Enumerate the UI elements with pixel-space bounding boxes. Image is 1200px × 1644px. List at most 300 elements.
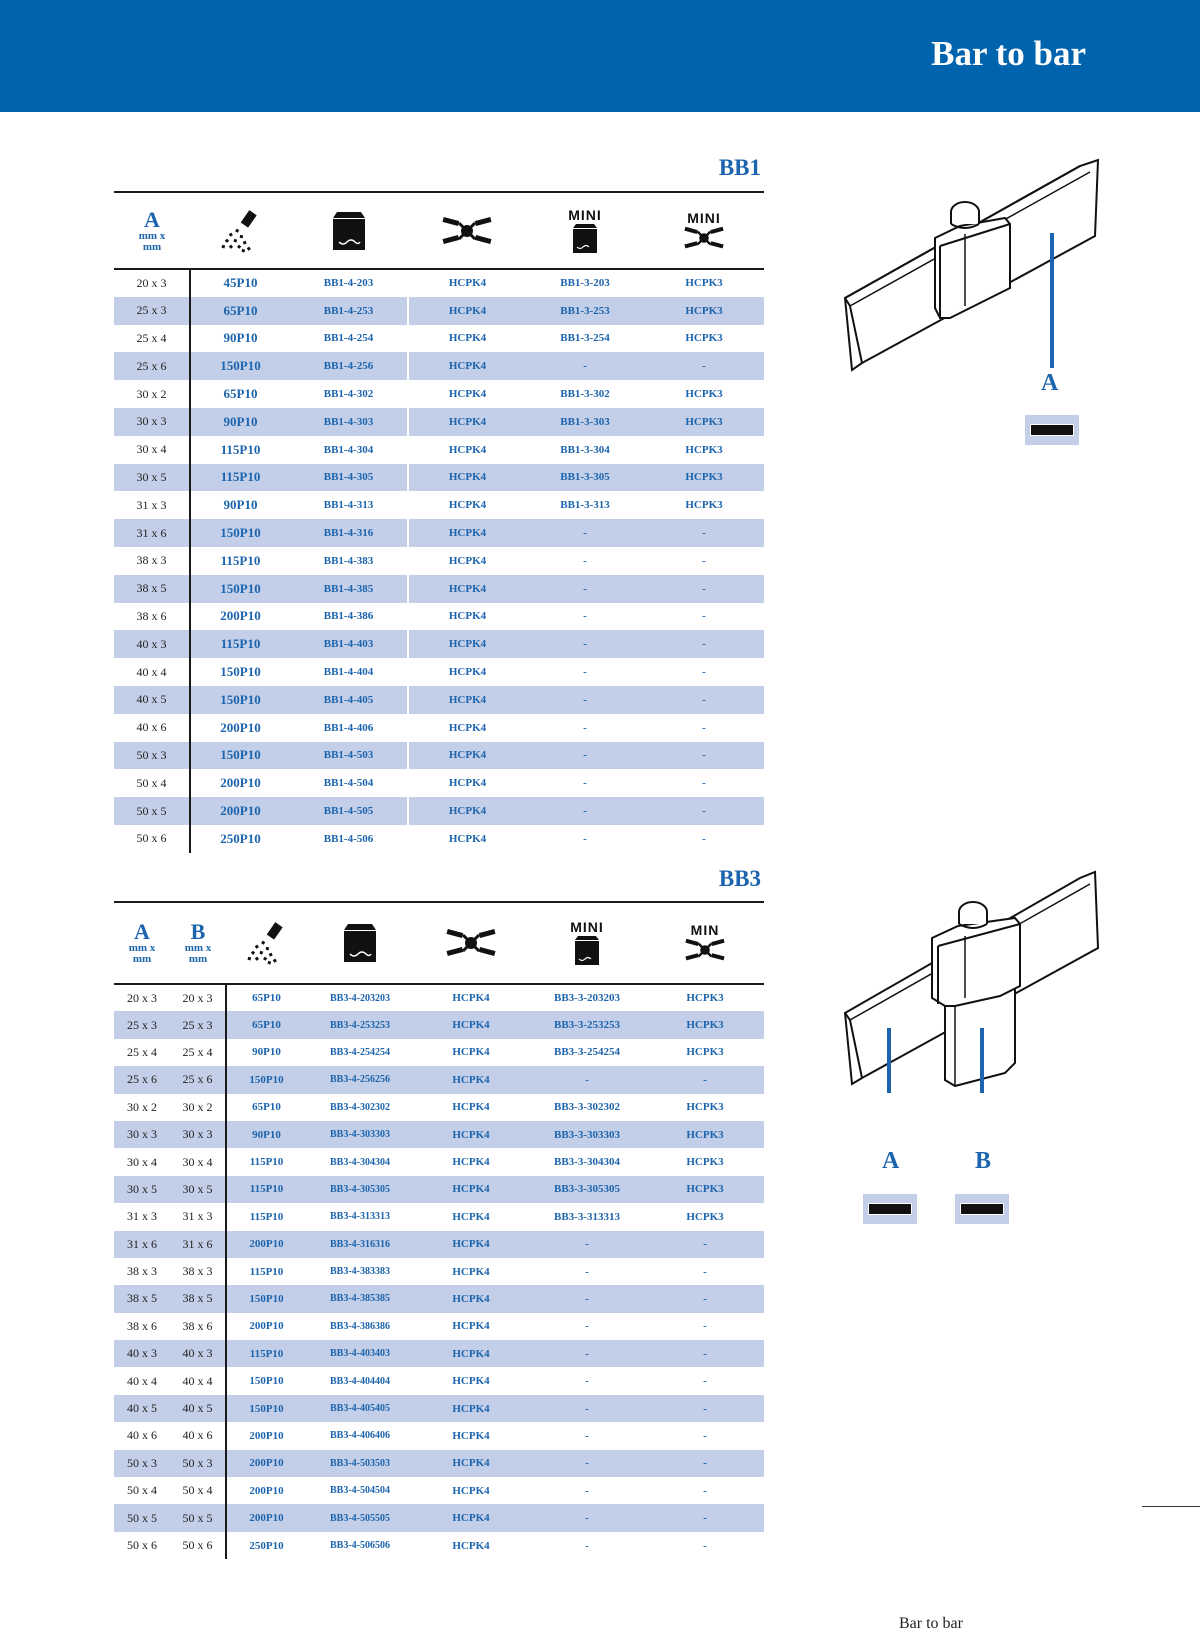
table-cell: BB3-4-304304 (330, 1156, 390, 1168)
table-cell: - (702, 832, 706, 845)
table-cell: BB1-4-404 (290, 658, 408, 686)
col-mini-mould-header (526, 192, 644, 269)
table-cell: HCPK4 (414, 1121, 528, 1148)
bb3-cross-section-b (955, 1194, 1009, 1224)
table-cell: 31 x 3 (170, 1203, 226, 1230)
powder-pour-icon (218, 209, 262, 253)
table-cell: - (526, 575, 644, 603)
table-cell: BB1-4-302 (290, 380, 408, 408)
table-cell: 115P10 (249, 1156, 284, 1169)
table-cell: - (644, 352, 764, 380)
table-cell: - (646, 1066, 764, 1093)
table-cell: - (528, 1340, 646, 1367)
table-cell: 25 x 3 (114, 1011, 170, 1038)
table-cell: 31 x 3 (114, 491, 190, 519)
table-cell: - (585, 1320, 589, 1333)
table-cell: HCPK4 (414, 1066, 528, 1093)
table-row (114, 1285, 764, 1312)
table-cell: 30 x 3 (114, 408, 190, 436)
table-cell: 25 x 4 (114, 325, 190, 353)
table-row (114, 658, 764, 686)
table-cell: 30 x 3 (114, 1121, 170, 1148)
table-cell: 65P10 (252, 992, 281, 1005)
col-b-letter: B (190, 919, 206, 944)
table-cell: HCPK4 (452, 1484, 490, 1497)
table-cell: 150P10 (220, 664, 261, 680)
table-cell: 115P10 (249, 1265, 284, 1278)
table-cell: 65P10 (226, 1011, 306, 1038)
table-cell: - (646, 1340, 764, 1367)
table-cell: 25 x 6 (114, 352, 190, 380)
table-cell: 50 x 6 (114, 825, 190, 853)
powder-pour-icon (244, 921, 288, 965)
table-cell: - (646, 1231, 764, 1258)
table-cell: HCPK4 (408, 630, 526, 658)
table-row (114, 491, 764, 519)
table-row (114, 352, 764, 380)
table-cell: - (585, 1539, 589, 1552)
table-cell: BB1-4-505 (290, 797, 408, 825)
table-row (114, 1121, 764, 1148)
table-cell: 40 x 4 (170, 1367, 226, 1394)
table-cell: 200P10 (220, 719, 261, 735)
table-cell: HCPK4 (414, 1011, 528, 1038)
bb3-table (114, 901, 764, 1559)
table-cell: 20 x 3 (114, 269, 190, 297)
table-cell: - (528, 1504, 646, 1531)
mini-handle-clamp-icon (684, 225, 724, 251)
table-cell: 115P10 (226, 1340, 306, 1367)
table-cell: HCPK4 (452, 1375, 490, 1388)
table-cell: - (644, 630, 764, 658)
col-a-header (114, 902, 170, 984)
table-cell: 200P10 (190, 797, 290, 825)
table-row (114, 686, 764, 714)
table-cell: - (528, 1395, 646, 1422)
table-cell: - (585, 1484, 589, 1497)
table-cell: - (583, 666, 587, 679)
table-cell: - (702, 777, 706, 790)
table-cell: 38 x 5 (170, 1285, 226, 1312)
table-row (114, 825, 764, 853)
table-cell: 25 x 6 (170, 1066, 226, 1093)
mini-mould-icon (573, 934, 601, 966)
col-a-letter: A (144, 206, 160, 232)
table-row (114, 1422, 764, 1449)
table-cell: 25 x 3 (170, 1011, 226, 1038)
table-cell: HCPK3 (644, 464, 764, 492)
table-cell: 40 x 6 (127, 1428, 157, 1443)
table-cell: BB3-3-304304 (554, 1156, 620, 1169)
table-cell: 65P10 (190, 297, 290, 325)
col-b-header (170, 902, 226, 984)
table-cell: BB3-4-403403 (306, 1340, 414, 1367)
table-cell: BB3-4-383383 (330, 1266, 390, 1278)
col-mini-handle-header (644, 192, 764, 269)
table-row (114, 269, 764, 297)
table-cell: 40 x 4 (127, 1373, 157, 1388)
table-row (114, 297, 764, 325)
table-cell: 200P10 (220, 608, 261, 624)
table-cell: 90P10 (223, 497, 258, 513)
table-cell: - (583, 610, 587, 623)
table-cell: 50 x 5 (170, 1504, 226, 1531)
mould-icon (331, 210, 367, 252)
table-row (114, 1367, 764, 1394)
table-cell: - (703, 1375, 707, 1388)
table-cell: HCPK4 (452, 1156, 490, 1169)
table-cell: - (585, 1265, 589, 1278)
table-cell: BB1-4-504 (290, 769, 408, 797)
page-title: Bar to bar (931, 34, 1086, 73)
table-cell: BB1-3-313 (560, 499, 610, 512)
table-cell: HCPK4 (452, 1265, 490, 1278)
table-row (114, 1477, 764, 1504)
col-mould-header (306, 902, 414, 984)
header-banner (0, 0, 1200, 112)
table-cell: BB3-3-203203 (554, 992, 620, 1005)
table-cell: 50 x 3 (114, 742, 190, 770)
table-cell: HCPK4 (408, 297, 526, 325)
table-cell: 38 x 5 (114, 1285, 170, 1312)
table-cell: BB1-4-403 (290, 630, 408, 658)
table-cell: - (646, 1450, 764, 1477)
table-cell: - (702, 610, 706, 623)
table-cell: BB1-3-303 (526, 408, 644, 436)
table-cell: BB1-4-386 (290, 603, 408, 631)
table-cell: BB3-4-386386 (330, 1320, 390, 1332)
table-cell: 150P10 (226, 1066, 306, 1093)
table-cell: 65P10 (252, 1101, 281, 1114)
table-cell: 150P10 (190, 742, 290, 770)
bb1-title: BB1 (718, 155, 761, 180)
table-cell: 25 x 3 (114, 297, 190, 325)
table-cell: BB1-4-405 (290, 686, 408, 714)
table-cell: - (703, 1265, 707, 1278)
table-cell: BB3-4-303303 (306, 1121, 414, 1148)
table-cell: 31 x 3 (127, 1209, 157, 1224)
table-cell: 65P10 (223, 386, 258, 402)
table-cell: BB3-4-302302 (330, 1101, 390, 1113)
table-cell: BB1-4-316 (290, 519, 408, 547)
table-cell: HCPK4 (448, 610, 487, 623)
col-mini-handle-header (646, 902, 764, 984)
table-row (114, 575, 764, 603)
table-cell: HCPK3 (685, 277, 723, 290)
table-cell: HCPK4 (448, 443, 487, 456)
table-cell: HCPK3 (685, 388, 723, 401)
table-row (114, 436, 764, 464)
table-row (114, 1176, 764, 1203)
table-cell: HCPK4 (414, 1504, 528, 1531)
table-cell: 150P10 (190, 575, 290, 603)
table-cell: HCPK4 (448, 554, 487, 567)
table-cell: 90P10 (252, 1046, 281, 1059)
table-cell: BB3-3-302302 (554, 1101, 620, 1114)
table-cell: BB1-4-506 (290, 825, 408, 853)
table-cell: HCPK4 (452, 1101, 490, 1114)
table-cell: 31 x 6 (170, 1231, 226, 1258)
table-cell: 20 x 3 (170, 984, 226, 1011)
table-cell: HCPK3 (686, 1101, 724, 1114)
table-cell: BB1-3-305 (526, 464, 644, 492)
table-cell: 150P10 (190, 519, 290, 547)
table-cell: 115P10 (190, 464, 290, 492)
table-cell: BB3-3-253253 (528, 1011, 646, 1038)
table-row (114, 1258, 764, 1285)
table-cell: BB3-4-404404 (330, 1375, 390, 1387)
table-cell: BB3-4-316316 (306, 1231, 414, 1258)
table-cell: - (703, 1320, 707, 1333)
bb3-cross-section-a (863, 1194, 917, 1224)
table-cell: - (526, 630, 644, 658)
table-cell: BB3-4-313313 (330, 1211, 390, 1223)
table-cell: - (526, 352, 644, 380)
mini-mould-icon (571, 222, 599, 254)
table-cell: HCPK4 (452, 1046, 490, 1059)
table-cell: BB3-4-253253 (306, 1011, 414, 1038)
table-cell: HCPK4 (448, 332, 487, 345)
table-cell: BB1-3-203 (560, 277, 610, 290)
table-cell: 38 x 6 (170, 1313, 226, 1340)
col-mould-header (290, 192, 408, 269)
table-cell: 90P10 (226, 1121, 306, 1148)
table-cell: HCPK3 (646, 1121, 764, 1148)
table-cell: 38 x 3 (170, 1258, 226, 1285)
table-cell: 40 x 6 (170, 1422, 226, 1449)
table-cell: 38 x 6 (114, 603, 190, 631)
table-cell: 30 x 2 (170, 1094, 226, 1121)
table-cell: 25 x 4 (170, 1039, 226, 1066)
table-row (114, 1504, 764, 1531)
table-cell: 50 x 6 (170, 1532, 226, 1559)
col-handle-header (408, 192, 526, 269)
mould-icon (342, 922, 378, 964)
table-cell: HCPK3 (646, 1011, 764, 1038)
table-cell: 50 x 4 (127, 1483, 157, 1498)
table-cell: BB1-4-254 (290, 325, 408, 353)
table-cell: HCPK3 (686, 992, 724, 1005)
table-cell: 150P10 (249, 1375, 284, 1388)
table-cell: - (644, 575, 764, 603)
table-cell: 50 x 3 (170, 1450, 226, 1477)
table-cell: HCPK4 (448, 721, 487, 734)
mini-label: MINI (570, 919, 604, 935)
table-cell: BB3-3-303303 (528, 1121, 646, 1148)
bb1-label-a: A (1041, 370, 1059, 396)
table-cell: 150P10 (226, 1395, 306, 1422)
col-mini-mould-header (528, 902, 646, 984)
bb3-connection-illustration (840, 868, 1100, 1098)
table-cell: 200P10 (249, 1429, 284, 1442)
table-cell: HCPK4 (408, 742, 526, 770)
table-cell: BB1-4-256 (290, 352, 408, 380)
table-cell: BB3-4-503503 (306, 1450, 414, 1477)
col-b-unit: mm x mm (184, 942, 212, 965)
table-cell: 40 x 6 (114, 714, 190, 742)
table-cell: BB1-4-304 (290, 436, 408, 464)
table-cell: 30 x 5 (170, 1176, 226, 1203)
table-cell: 30 x 2 (127, 1099, 157, 1114)
table-cell: HCPK4 (414, 1285, 528, 1312)
table-cell: 40 x 3 (114, 1340, 170, 1367)
table-cell: 50 x 4 (170, 1477, 226, 1504)
bb1-table (114, 191, 764, 853)
table-cell: - (528, 1066, 646, 1093)
table-cell: 30 x 4 (114, 436, 190, 464)
table-cell: BB3-4-385385 (306, 1285, 414, 1312)
table-row (114, 1340, 764, 1367)
mini-label: MINI (687, 209, 721, 226)
table-row (114, 408, 764, 436)
table-row (114, 1066, 764, 1093)
table-cell: 30 x 3 (170, 1121, 226, 1148)
mini-handle-clamp-icon (685, 937, 725, 963)
table-cell: HCPK3 (685, 332, 723, 345)
table-cell: HCPK4 (452, 1210, 490, 1223)
table-cell: BB1-3-254 (560, 332, 610, 345)
col-cartridge-header (226, 902, 306, 984)
table-cell: BB1-3-253 (526, 297, 644, 325)
table-cell: - (646, 1504, 764, 1531)
table-cell: 115P10 (220, 552, 261, 568)
table-cell: 20 x 3 (127, 990, 157, 1005)
table-cell: 200P10 (226, 1231, 306, 1258)
table-cell: BB1-4-203 (290, 269, 408, 297)
table-cell: HCPK4 (452, 992, 490, 1005)
table-cell: BB1-3-304 (560, 443, 610, 456)
table-cell: 150P10 (226, 1285, 306, 1312)
table-row (114, 1148, 764, 1175)
table-cell: - (528, 1231, 646, 1258)
table-cell: HCPK4 (452, 1539, 490, 1552)
table-row (114, 1231, 764, 1258)
table-cell: - (526, 686, 644, 714)
table-cell: BB3-3-313313 (554, 1210, 620, 1223)
handle-clamp-icon (446, 927, 496, 959)
table-row (114, 1532, 764, 1559)
table-cell: 30 x 5 (114, 464, 190, 492)
table-cell: - (702, 721, 706, 734)
table-cell: 30 x 4 (170, 1148, 226, 1175)
table-cell: HCPK4 (414, 1176, 528, 1203)
table-cell: HCPK4 (408, 519, 526, 547)
table-cell: BB3-4-305305 (306, 1176, 414, 1203)
col-cartridge-header (190, 192, 290, 269)
mini-label: MINI (568, 206, 602, 223)
table-cell: BB3-4-406406 (330, 1430, 390, 1442)
table-cell: BB3-4-254254 (330, 1046, 390, 1058)
table-cell: 40 x 3 (170, 1340, 226, 1367)
table-cell: - (585, 1375, 589, 1388)
table-cell: HCPK4 (408, 575, 526, 603)
bb3-label-b: B (975, 1148, 992, 1174)
table-cell: 50 x 5 (114, 797, 190, 825)
table-cell: BB1-4-406 (290, 714, 408, 742)
table-cell: 150P10 (190, 686, 290, 714)
table-cell: - (703, 1539, 707, 1552)
table-cell: - (702, 666, 706, 679)
table-row (114, 630, 764, 658)
table-row (114, 769, 764, 797)
table-cell: 200P10 (220, 775, 261, 791)
table-cell: BB1-4-253 (290, 297, 408, 325)
table-cell: - (644, 519, 764, 547)
table-row (114, 1450, 764, 1477)
table-cell: BB1-4-305 (290, 464, 408, 492)
table-cell: 40 x 3 (114, 630, 190, 658)
footer-text: Bar to bar (899, 1615, 963, 1632)
bb3-label-a: A (882, 1148, 900, 1174)
table-cell: 31 x 6 (114, 519, 190, 547)
table-cell: 115P10 (249, 1210, 284, 1223)
table-cell: BB3-3-254254 (554, 1046, 620, 1059)
table-cell: - (583, 554, 587, 567)
table-cell: HCPK4 (414, 1340, 528, 1367)
table-cell: 40 x 5 (114, 686, 190, 714)
edge-rule (1142, 1506, 1200, 1507)
table-cell: BB1-4-303 (290, 408, 408, 436)
table-row (114, 464, 764, 492)
table-cell: 200P10 (249, 1484, 284, 1497)
table-cell: 200P10 (226, 1450, 306, 1477)
table-cell: 40 x 4 (114, 658, 190, 686)
table-cell: 30 x 4 (127, 1154, 157, 1169)
table-cell: - (646, 1395, 764, 1422)
table-cell: BB3-4-505505 (306, 1504, 414, 1531)
table-cell: HCPK4 (448, 388, 487, 401)
bb1-connection-illustration (840, 158, 1100, 378)
table-cell: 38 x 3 (114, 547, 190, 575)
table-cell: HCPK3 (644, 408, 764, 436)
table-cell: 25 x 4 (127, 1044, 157, 1059)
table-cell: HCPK4 (408, 408, 526, 436)
table-cell: - (526, 519, 644, 547)
col-handle-header (414, 902, 528, 984)
table-cell: BB3-4-256256 (306, 1066, 414, 1093)
table-cell: BB3-4-203203 (330, 992, 390, 1004)
table-cell: HCPK4 (448, 832, 487, 845)
table-cell: 38 x 5 (114, 575, 190, 603)
table-cell: HCPK3 (685, 499, 723, 512)
table-cell: HCPK4 (452, 1320, 490, 1333)
table-cell: HCPK3 (686, 1156, 724, 1169)
table-cell: - (703, 1429, 707, 1442)
table-row (114, 1039, 764, 1066)
table-cell: 50 x 6 (127, 1538, 157, 1552)
table-cell: 150P10 (190, 352, 290, 380)
table-cell: 40 x 5 (170, 1395, 226, 1422)
table-cell: 90P10 (190, 408, 290, 436)
table-row (114, 519, 764, 547)
table-cell: HCPK4 (414, 1395, 528, 1422)
table-cell: 200P10 (249, 1320, 284, 1333)
table-cell: HCPK4 (408, 686, 526, 714)
table-row (114, 1313, 764, 1340)
table-cell: 38 x 3 (127, 1264, 157, 1279)
table-cell: BB1-4-503 (290, 742, 408, 770)
table-cell: 25 x 6 (114, 1066, 170, 1093)
table-cell: BB3-4-506506 (330, 1540, 390, 1551)
table-cell: 50 x 5 (114, 1504, 170, 1531)
table-cell: HCPK3 (686, 1046, 724, 1059)
table-row (114, 742, 764, 770)
table-cell: - (703, 1484, 707, 1497)
col-a-letter: A (134, 919, 150, 944)
table-row (114, 1395, 764, 1422)
col-a-unit: mm x mm (138, 229, 166, 253)
table-cell: HCPK3 (644, 297, 764, 325)
